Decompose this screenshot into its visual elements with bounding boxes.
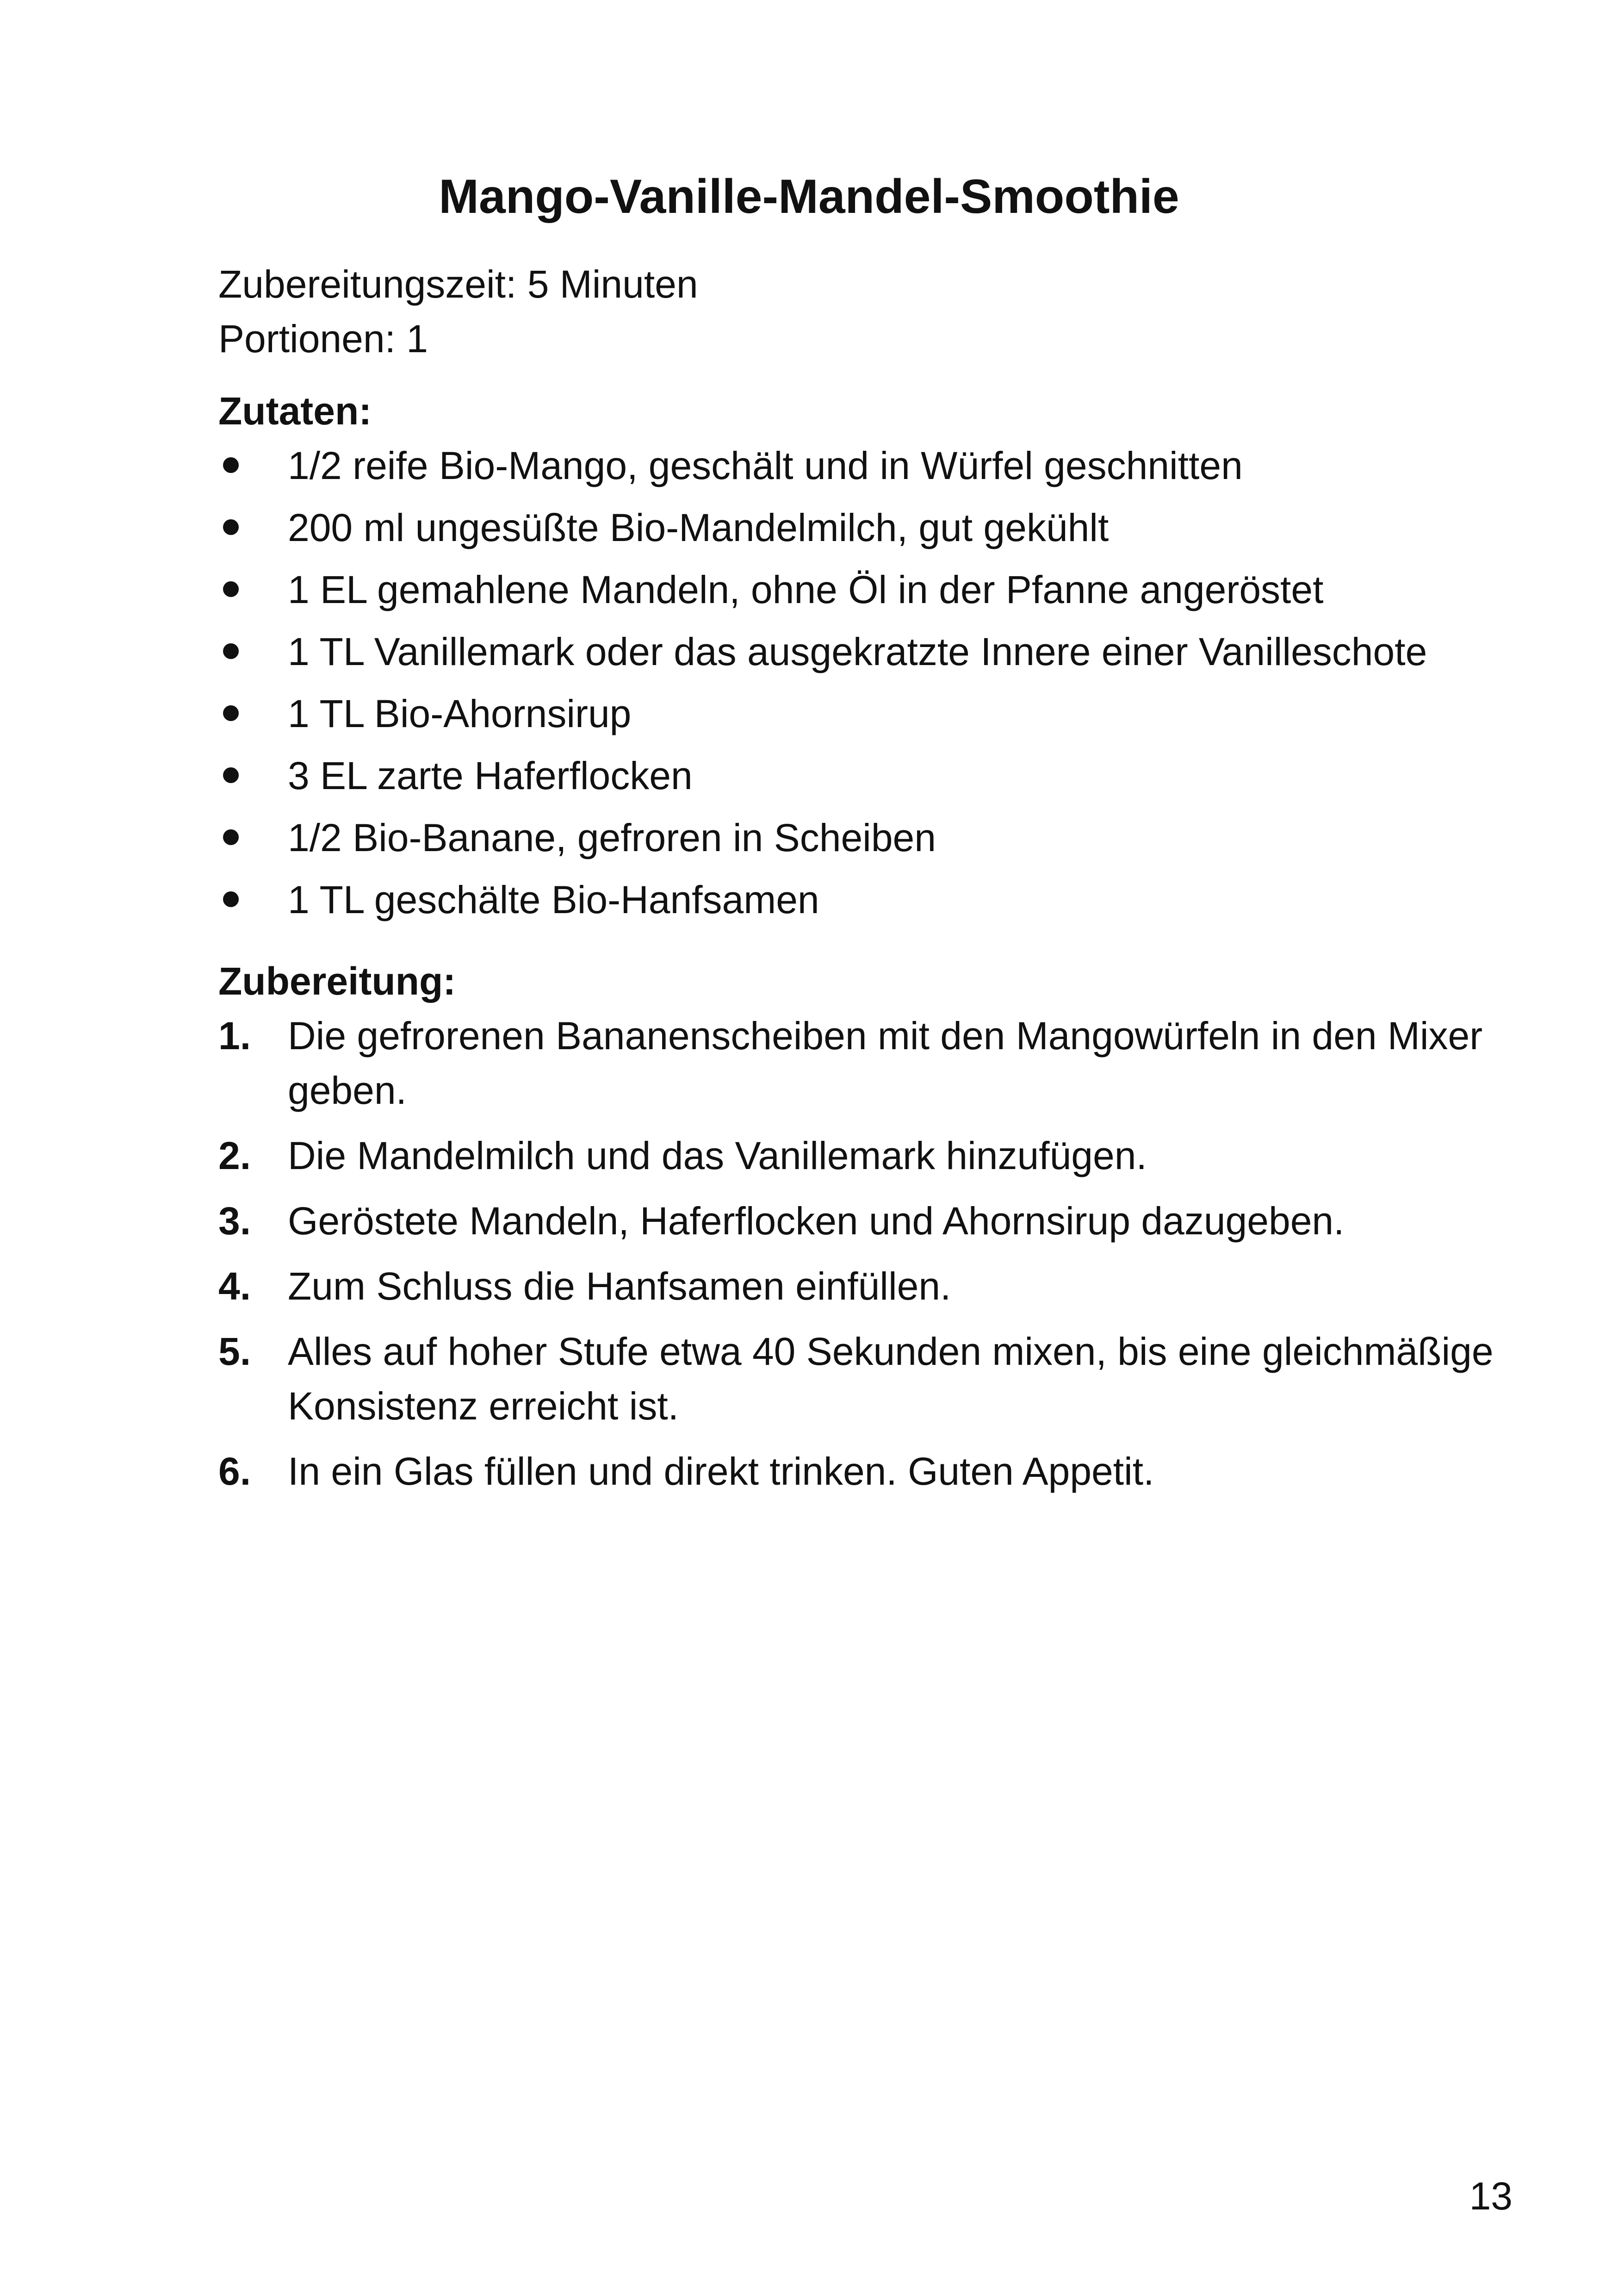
bullet-icon	[223, 829, 239, 845]
page-number: 13	[1469, 2174, 1513, 2218]
step-item	[218, 1008, 1514, 1118]
step-text: In ein Glas füllen und direkt trinken. Guten Appetit.	[288, 1450, 1154, 1493]
ingredient-item	[218, 810, 1514, 865]
ingredients-list	[218, 438, 1514, 927]
ingredient-text: 1 EL gemahlene Mandeln, ohne Öl in der Pfanne angeröstet	[288, 568, 1324, 611]
ingredient-text: 1 TL Bio-Ahornsirup	[288, 692, 632, 735]
ingredient-text: 1/2 reife Bio-Mango, geschält und in Würfel geschnitten	[288, 444, 1243, 487]
ingredient-text: 200 ml ungesüßte Bio-Mandelmilch, gut gekühlt	[288, 506, 1109, 549]
steps-heading: Zubereitung:	[218, 959, 456, 1003]
prep-time: Zubereitungszeit: 5 Minuten	[218, 262, 698, 306]
step-number: 6.	[218, 1450, 251, 1493]
step-text: Zum Schluss die Hanfsamen einfüllen.	[288, 1264, 951, 1308]
ingredient-item	[218, 562, 1514, 617]
step-item	[218, 1128, 1514, 1183]
step-number: 2.	[218, 1134, 251, 1177]
step-item	[218, 1259, 1514, 1313]
step-text: Geröstete Mandeln, Haferflocken und Ahornsirup dazugeben.	[288, 1199, 1345, 1243]
ingredient-item	[218, 624, 1514, 679]
bullet-icon	[223, 705, 239, 721]
step-number: 1.	[218, 1014, 251, 1058]
step-text: Alles auf hoher Stufe etwa 40 Sekunden mixen, bis eine gleichmäßige Konsistenz erreicht ist.	[288, 1330, 1494, 1428]
ingredient-item	[218, 500, 1514, 555]
step-text: Die gefrorenen Bananenscheiben mit den Mangowürfeln in den Mixer geben.	[288, 1014, 1483, 1112]
ingredient-item	[218, 438, 1514, 493]
servings: Portionen: 1	[218, 317, 428, 361]
ingredient-item	[218, 872, 1514, 927]
ingredient-text: 1 TL Vanillemark oder das ausgekratzte Innere einer Vanilleschote	[288, 630, 1427, 673]
step-item	[218, 1194, 1514, 1248]
bullet-icon	[223, 891, 239, 907]
ingredients-heading: Zutaten:	[218, 389, 372, 433]
recipe-content	[218, 257, 1514, 1509]
bullet-icon	[223, 643, 239, 659]
step-number: 3.	[218, 1199, 251, 1243]
bullet-icon	[223, 519, 239, 535]
bullet-icon	[223, 767, 239, 783]
steps-list	[218, 1008, 1514, 1499]
step-number: 5.	[218, 1330, 251, 1373]
ingredient-text: 1/2 Bio-Banane, gefroren in Scheiben	[288, 816, 936, 859]
recipe-title: Mango-Vanille-Mandel-Smoothie	[439, 170, 1179, 224]
bullet-icon	[223, 581, 239, 597]
ingredient-item	[218, 686, 1514, 741]
bullet-icon	[223, 457, 239, 473]
step-item	[218, 1444, 1514, 1499]
step-text: Die Mandelmilch und das Vanillemark hinzufügen.	[288, 1134, 1147, 1177]
ingredient-text: 3 EL zarte Haferflocken	[288, 754, 693, 797]
step-number: 4.	[218, 1264, 251, 1308]
step-item	[218, 1324, 1514, 1433]
ingredient-text: 1 TL geschälte Bio-Hanfsamen	[288, 878, 819, 921]
ingredient-item	[218, 748, 1514, 803]
